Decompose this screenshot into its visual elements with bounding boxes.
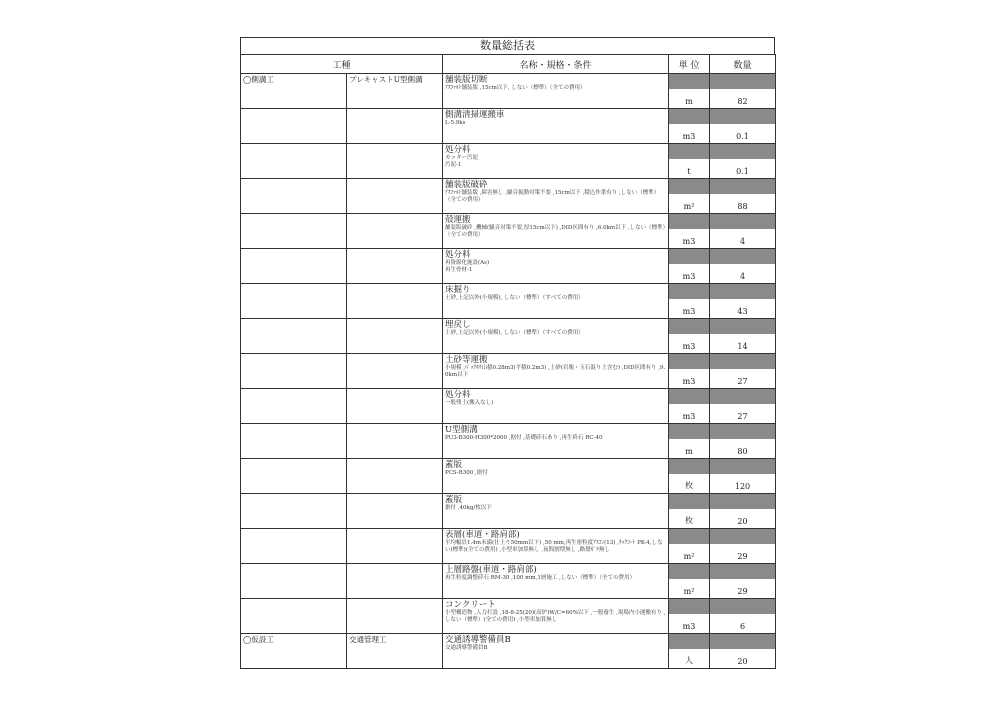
quantity-value: 43 [737, 307, 748, 316]
quantity-value: 20 [737, 657, 748, 666]
quantity-summary-sheet [240, 37, 775, 669]
work-subcategory-cell [347, 564, 443, 599]
item-name: 埋戻し [445, 320, 471, 330]
unit-cell [669, 459, 710, 494]
item-name: 処分料 [445, 145, 471, 155]
quantity-shade [710, 494, 775, 509]
work-category-cell [241, 634, 347, 669]
item-name: 交通誘導警備員B [445, 635, 511, 645]
quantity-value: 14 [737, 342, 748, 351]
work-category-cell [241, 249, 347, 284]
unit-value: m² [683, 552, 695, 561]
work-category-cell [241, 494, 347, 529]
quantity-shade [710, 389, 775, 404]
work-subcategory-cell [347, 179, 443, 214]
quantity-cell [710, 354, 776, 389]
unit-value: m3 [682, 342, 696, 351]
item-cell [443, 459, 669, 494]
quantity-cell [710, 179, 776, 214]
unit-shade [669, 109, 709, 124]
unit-shade [669, 214, 709, 229]
quantity-value: 20 [737, 517, 748, 526]
quantity-shade [710, 354, 775, 369]
item-cell [443, 249, 669, 284]
item-cell [443, 424, 669, 459]
unit-cell [669, 424, 710, 459]
quantity-cell [710, 214, 776, 249]
work-subcategory-cell [347, 144, 443, 179]
table-row [241, 284, 776, 319]
item-name: 殻運搬 [445, 215, 471, 225]
item-cell [443, 214, 669, 249]
quantity-shade [710, 249, 775, 264]
quantity-value: 29 [737, 552, 748, 561]
table-row [241, 249, 776, 284]
item-cell [443, 494, 669, 529]
unit-cell [669, 599, 710, 634]
quantity-shade [710, 74, 775, 89]
table-row [241, 109, 776, 144]
quantity-value: 82 [737, 97, 748, 106]
item-cell [443, 284, 669, 319]
table-row [241, 179, 776, 214]
unit-shade [669, 179, 709, 194]
quantity-value: 0.1 [736, 167, 749, 176]
quantity-cell [710, 529, 776, 564]
item-name: 舗装版切断 [445, 75, 488, 85]
work-category-cell [241, 284, 347, 319]
unit-value: m [685, 447, 693, 456]
unit-shade [669, 564, 709, 579]
item-name: 側溝清掃運搬車 [445, 110, 505, 120]
unit-shade [669, 529, 709, 544]
quantity-cell [710, 459, 776, 494]
unit-cell [669, 354, 710, 389]
table-row [241, 214, 776, 249]
quantity-cell [710, 564, 776, 599]
item-spec: ｱｽﾌｧﾙﾄ舗装版 ,15cm以下, しない（標準）（全ての費用） [445, 85, 586, 91]
unit-shade [669, 459, 709, 474]
unit-value: t [687, 167, 691, 176]
quantity-table [240, 54, 776, 669]
table-row [241, 459, 776, 494]
unit-cell [669, 564, 710, 599]
unit-cell [669, 74, 710, 109]
work-category-cell [241, 564, 347, 599]
work-subcategory-cell [347, 109, 443, 144]
work-subcategory: プレキャストU型側溝 [349, 75, 423, 84]
item-name: 処分料 [445, 390, 471, 400]
item-spec: 据付 ,40kg/枚以下 [445, 505, 492, 511]
quantity-shade [710, 459, 775, 474]
unit-value: 枚 [685, 481, 694, 490]
unit-cell [669, 389, 710, 424]
unit-cell [669, 179, 710, 214]
quantity-shade [710, 424, 775, 439]
work-subcategory-cell [347, 319, 443, 354]
item-spec: 一般残土(搬入なし) [445, 400, 494, 406]
quantity-value: 27 [737, 412, 748, 421]
item-cell [443, 634, 669, 669]
quantity-value: 27 [737, 377, 748, 386]
quantity-shade [710, 529, 775, 544]
quantity-value: 120 [734, 482, 751, 491]
work-category: ◯仮設工 [243, 635, 274, 644]
quantity-shade [710, 634, 775, 649]
unit-cell [669, 109, 710, 144]
item-cell [443, 74, 669, 109]
item-name: 上層路盤(車道・路肩部) [445, 565, 537, 575]
unit-shade [669, 599, 709, 614]
header-quantity: 数量 [710, 55, 776, 74]
table-row [241, 389, 776, 424]
work-subcategory-cell [347, 494, 443, 529]
unit-cell [669, 494, 710, 529]
work-subcategory-cell [347, 74, 443, 109]
table-header-row [241, 55, 776, 74]
quantity-shade [710, 109, 775, 124]
item-name: コンクリート [445, 600, 496, 610]
work-subcategory-cell [347, 424, 443, 459]
unit-cell [669, 214, 710, 249]
item-spec: 小型構造物 ,人力打設 ,18-8-25(20)(高炉)W/C=60%以下 ,一般養生 ,現場内小運搬有り ,しない（標準）(全ての費用) ,小型車加算無し [445, 610, 666, 623]
work-category-cell [241, 74, 347, 109]
quantity-cell [710, 319, 776, 354]
item-cell [443, 319, 669, 354]
item-spec: 平均幅員1.4m未満(仕上り50mm以下) ,50 mm,再生密粒度ｱｽｺﾝ(13) ,ﾀｯｸｺｰﾄ PK-4,しない(標準)(全ての費用) ,小型車加算無し ,夜間割増無し ,路盤ｶﾞﾗ無し [445, 540, 663, 553]
item-name: 処分料 [445, 250, 471, 260]
item-spec: 再生粒度調整砕石 RM-30 ,100 mm,1層施工 ,しない（標準）（全ての費用） [445, 575, 636, 581]
table-row [241, 354, 776, 389]
work-subcategory-cell [347, 634, 443, 669]
unit-value: m3 [682, 132, 696, 141]
unit-shade [669, 319, 709, 334]
header-name-spec: 名称・規格・条件 [443, 55, 669, 74]
quantity-shade [710, 284, 775, 299]
item-name: 舗装版破砕 [445, 180, 488, 190]
work-category: ◯側溝工 [243, 75, 274, 84]
unit-value: 人 [685, 656, 694, 665]
item-cell [443, 564, 669, 599]
quantity-cell [710, 599, 776, 634]
item-name: 蓋版 [445, 495, 463, 505]
item-spec: 交通誘導警備員B [445, 645, 488, 651]
item-spec: 小規模 ,ﾊﾞｯｸﾎｳ山積0.28m3(平積0.2m3) ,土砂(岩塊・玉石混り土含む) ,DID区間有り ,9.0km以下 [445, 365, 666, 378]
table-row [241, 529, 776, 564]
quantity-shade [710, 179, 775, 194]
item-cell [443, 389, 669, 424]
unit-value: m3 [682, 237, 696, 246]
work-category-cell [241, 424, 347, 459]
item-spec: 土砂,上記以外(小規模), しない（標準）（すべての費用） [445, 330, 584, 336]
quantity-value: 88 [737, 202, 748, 211]
item-cell [443, 144, 669, 179]
quantity-shade [710, 319, 775, 334]
work-subcategory-cell [347, 354, 443, 389]
work-category-cell [241, 529, 347, 564]
unit-cell [669, 529, 710, 564]
quantity-value: 4 [739, 237, 746, 246]
unit-value: m² [683, 202, 695, 211]
item-name: 土砂等運搬 [445, 355, 488, 365]
work-subcategory-cell [347, 529, 443, 564]
header-work-type: 工種 [241, 55, 443, 74]
unit-shade [669, 354, 709, 369]
item-cell [443, 529, 669, 564]
unit-shade [669, 389, 709, 404]
quantity-cell [710, 634, 776, 669]
item-spec: カッター汚泥 汚泥-1 [445, 155, 478, 168]
item-spec: ｱｽﾌｧﾙﾄ舗装版 ,障害無し ,騒音振動対策不要 ,15cm以下 ,積込作業有り ,しない（標準）（全ての費用） [445, 190, 660, 203]
unit-shade [669, 494, 709, 509]
unit-shade [669, 284, 709, 299]
item-spec: L-5.9ks [445, 120, 466, 126]
item-name: 床掘り [445, 285, 471, 295]
table-row [241, 494, 776, 529]
unit-shade [669, 634, 709, 649]
unit-shade [669, 144, 709, 159]
quantity-value: 80 [737, 447, 748, 456]
quantity-shade [710, 599, 775, 614]
quantity-cell [710, 144, 776, 179]
quantity-cell [710, 109, 776, 144]
table-row [241, 74, 776, 109]
item-spec: 再資源化施設(As) 再生骨材-1 [445, 260, 490, 273]
work-subcategory-cell [347, 214, 443, 249]
quantity-value: 29 [737, 587, 748, 596]
work-subcategory-cell [347, 284, 443, 319]
unit-value: m [685, 97, 693, 106]
unit-cell [669, 249, 710, 284]
table-row [241, 424, 776, 459]
table-row [241, 599, 776, 634]
table-row [241, 144, 776, 179]
unit-value: m3 [682, 272, 696, 281]
unit-value: m3 [682, 377, 696, 386]
item-name: U型側溝 [445, 425, 478, 435]
work-category-cell [241, 109, 347, 144]
unit-value: m3 [682, 622, 696, 631]
quantity-value: 6 [739, 622, 746, 631]
unit-value: 枚 [685, 516, 694, 525]
unit-shade [669, 424, 709, 439]
header-unit: 単 位 [669, 55, 710, 74]
item-cell [443, 179, 669, 214]
item-spec: 土砂,上記以外(小規模), しない（標準）（すべての費用） [445, 295, 584, 301]
quantity-shade [710, 214, 775, 229]
work-category-cell [241, 599, 347, 634]
quantity-shade [710, 144, 775, 159]
item-cell [443, 354, 669, 389]
quantity-cell [710, 249, 776, 284]
unit-cell [669, 284, 710, 319]
unit-value: m3 [682, 307, 696, 316]
item-cell [443, 599, 669, 634]
unit-value: m² [683, 587, 695, 596]
table-row [241, 564, 776, 599]
item-name: 蓋版 [445, 460, 463, 470]
unit-cell [669, 144, 710, 179]
work-category-cell [241, 354, 347, 389]
quantity-shade [710, 564, 775, 579]
quantity-cell [710, 389, 776, 424]
work-category-cell [241, 179, 347, 214]
table-row [241, 319, 776, 354]
work-category-cell [241, 214, 347, 249]
table-row [241, 634, 776, 669]
item-spec: PU3-B300-H300*2000 ,据付 ,基礎砕石あり ,再生砕石 RC-40 [445, 435, 603, 441]
unit-shade [669, 249, 709, 264]
work-category-cell [241, 389, 347, 424]
item-name: 表層(車道・路肩部) [445, 530, 520, 540]
work-subcategory-cell [347, 459, 443, 494]
item-spec: 舗装版破砕 ,機械(騒音対策不要,厚15cm以下) ,DID区間有り ,6.0km以下 ,しない（標準）（全ての費用） [445, 225, 666, 238]
quantity-value: 0.1 [736, 132, 749, 141]
unit-shade [669, 74, 709, 89]
item-cell [443, 109, 669, 144]
quantity-value: 4 [739, 272, 746, 281]
work-category-cell [241, 144, 347, 179]
unit-cell [669, 319, 710, 354]
quantity-cell [710, 74, 776, 109]
item-spec: PCS-B300 ,据付 [445, 470, 488, 476]
unit-value: m3 [682, 412, 696, 421]
quantity-cell [710, 494, 776, 529]
quantity-cell [710, 424, 776, 459]
work-subcategory-cell [347, 389, 443, 424]
quantity-cell [710, 284, 776, 319]
unit-cell [669, 634, 710, 669]
work-category-cell [241, 459, 347, 494]
work-subcategory-cell [347, 599, 443, 634]
sheet-title: 数量総括表 [240, 37, 775, 54]
work-subcategory: 交通管理工 [349, 635, 387, 644]
work-category-cell [241, 319, 347, 354]
work-subcategory-cell [347, 249, 443, 284]
